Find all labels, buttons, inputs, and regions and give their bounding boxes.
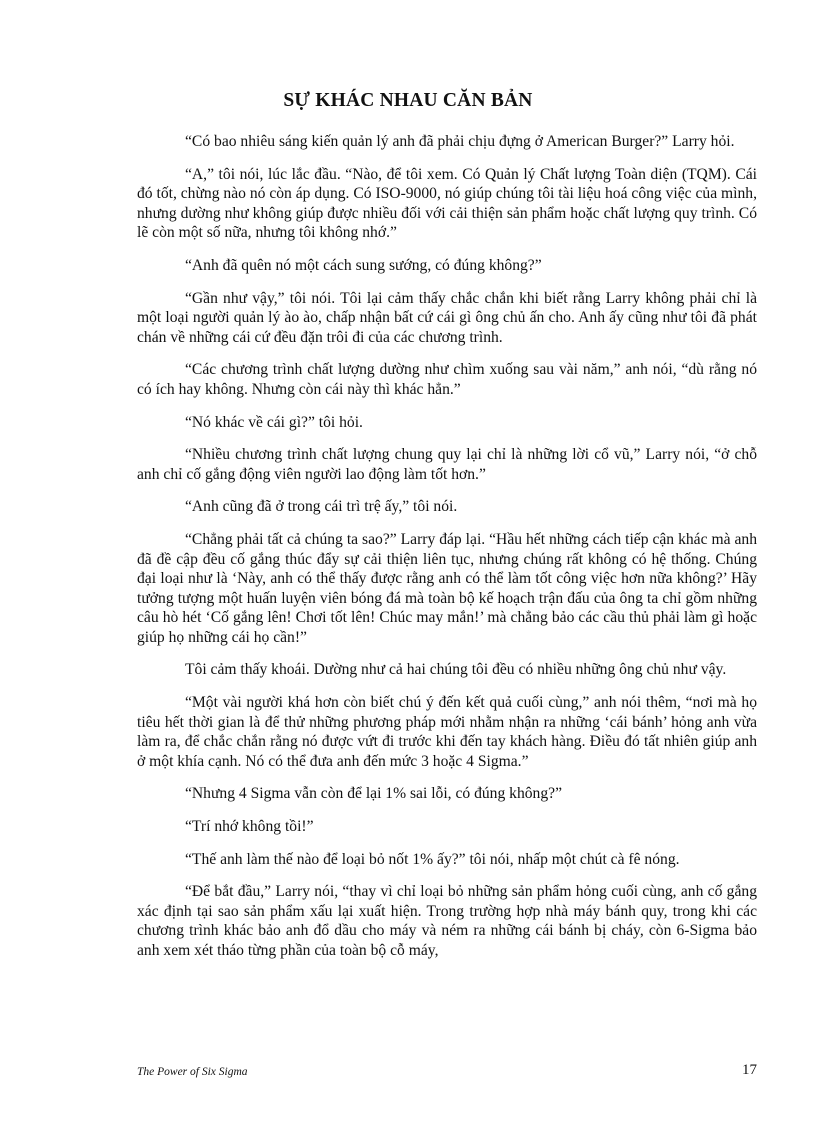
paragraph: “Một vài người khá hơn còn biết chú ý đến kết quả cuối cùng,” anh nói thêm, “nơi mà họ tiêu hết thời gian là để thử những phương pháp mới nhằm nhận ra những ‘cái bánh’ hỏng anh vừa làm ra, để chắc chắn rằng nó được vứt đi trước khi đến tay khách hàng. Điều đó tất nhiên giúp anh ở một khía cạnh. Nó có thể đưa anh đến mức 3 hoặc 4 Sigma.”	[137, 694, 757, 770]
paragraph: “Để bắt đầu,” Larry nói, “thay vì chỉ loại bỏ những sản phẩm hỏng cuối cùng, anh cố gắng xác định tại sao sản phẩm xấu lại xuất hiện. Trong trường hợp nhà máy bánh quy, trong khi các chương trình khác bảo anh đổ dầu cho máy và ném ra những cái bánh bị cháy, còn 6-Sigma bảo anh xem xét tháo từng phần của toàn bộ cỗ máy,	[137, 883, 757, 959]
paragraph: “Gần như vậy,” tôi nói. Tôi lại cảm thấy chắc chắn khi biết rằng Larry không phải chỉ là một loại người quản lý ào ào, chấp nhận bất cứ cái gì ông chủ ấn cho. Anh ấy cũng như tôi đã phát chán về những cái cứ đều đặn trôi đi của các chương trình.	[137, 289, 757, 346]
body-text	[137, 132, 757, 974]
paragraph: “Thế anh làm thế nào để loại bỏ nốt 1% ấy?” tôi nói, nhấp một chút cà fê nóng.	[185, 850, 680, 868]
footer-book-title: The Power of Six Sigma	[137, 1066, 248, 1078]
paragraph: “A,” tôi nói, lúc lắc đầu. “Nào, để tôi xem. Có Quản lý Chất lượng Toàn diện (TQM). Cái đó tốt, chừng nào nó còn áp dụng. Có ISO-9000, nó giúp chúng tôi tài liệu hoá công việc của mình, nhưng dường như không giúp được nhiều đối với cải thiện sản phẩm hoặc chất lượng quy trình. Có lẽ còn một số nữa, nhưng tôi không nhớ.”	[137, 165, 757, 242]
paragraph: “Nhưng 4 Sigma vẫn còn để lại 1% sai lỗi, có đúng không?”	[185, 785, 562, 803]
paragraph: “Chẳng phải tất cả chúng ta sao?” Larry đáp lại. “Hầu hết những cách tiếp cận khác mà anh đã đề cập đều cố gắng thúc đẩy sự cải thiện liên tục, nhưng chúng rất không có hệ thống. Chúng đại loại như là ‘Này, anh có thể thấy được rằng anh có thể làm tốt công việc hơn nữa không?’ Hãy tưởng tượng một huấn luyện viên bóng đá mà toàn bộ kế hoạch trận đấu của ông ta chỉ gồm những câu hò hét ‘Cố gắng lên! Chơi tốt lên! Chúc may mắn!’ mà chẳng bảo các cầu thủ phải làm gì hoặc giúp họ những cái họ cần!”	[137, 530, 757, 646]
paragraph: “Có bao nhiêu sáng kiến quản lý anh đã phải chịu đựng ở American Burger?” Larry hỏi.	[185, 133, 735, 150]
paragraph: “Anh cũng đã ở trong cái trì trệ ấy,” tôi nói.	[185, 498, 458, 516]
page-number: 17	[742, 1062, 757, 1078]
paragraph: “Trí nhớ không tồi!”	[185, 818, 314, 836]
paragraph: “Nó khác về cái gì?” tôi hỏi.	[185, 413, 363, 431]
paragraph: “Anh đã quên nó một cách sung sướng, có đúng không?”	[185, 256, 542, 274]
paragraph: “Nhiều chương trình chất lượng chung quy lại chỉ là những lời cổ vũ,” Larry nói, “ở chỗ anh chỉ cố gắng động viên người lao động làm tốt hơn.”	[137, 446, 757, 483]
paragraph: Tôi cảm thấy khoái. Dường như cả hai chúng tôi đều có nhiều những ông chủ như vậy.	[185, 661, 727, 679]
chapter-title: SỰ KHÁC NHAU CĂN BẢN	[283, 90, 533, 111]
paragraph: “Các chương trình chất lượng dường như chìm xuống sau vài năm,” anh nói, “dù rằng nó có ích hay không. Nhưng còn cái này thì khác hẳn.”	[137, 361, 757, 398]
